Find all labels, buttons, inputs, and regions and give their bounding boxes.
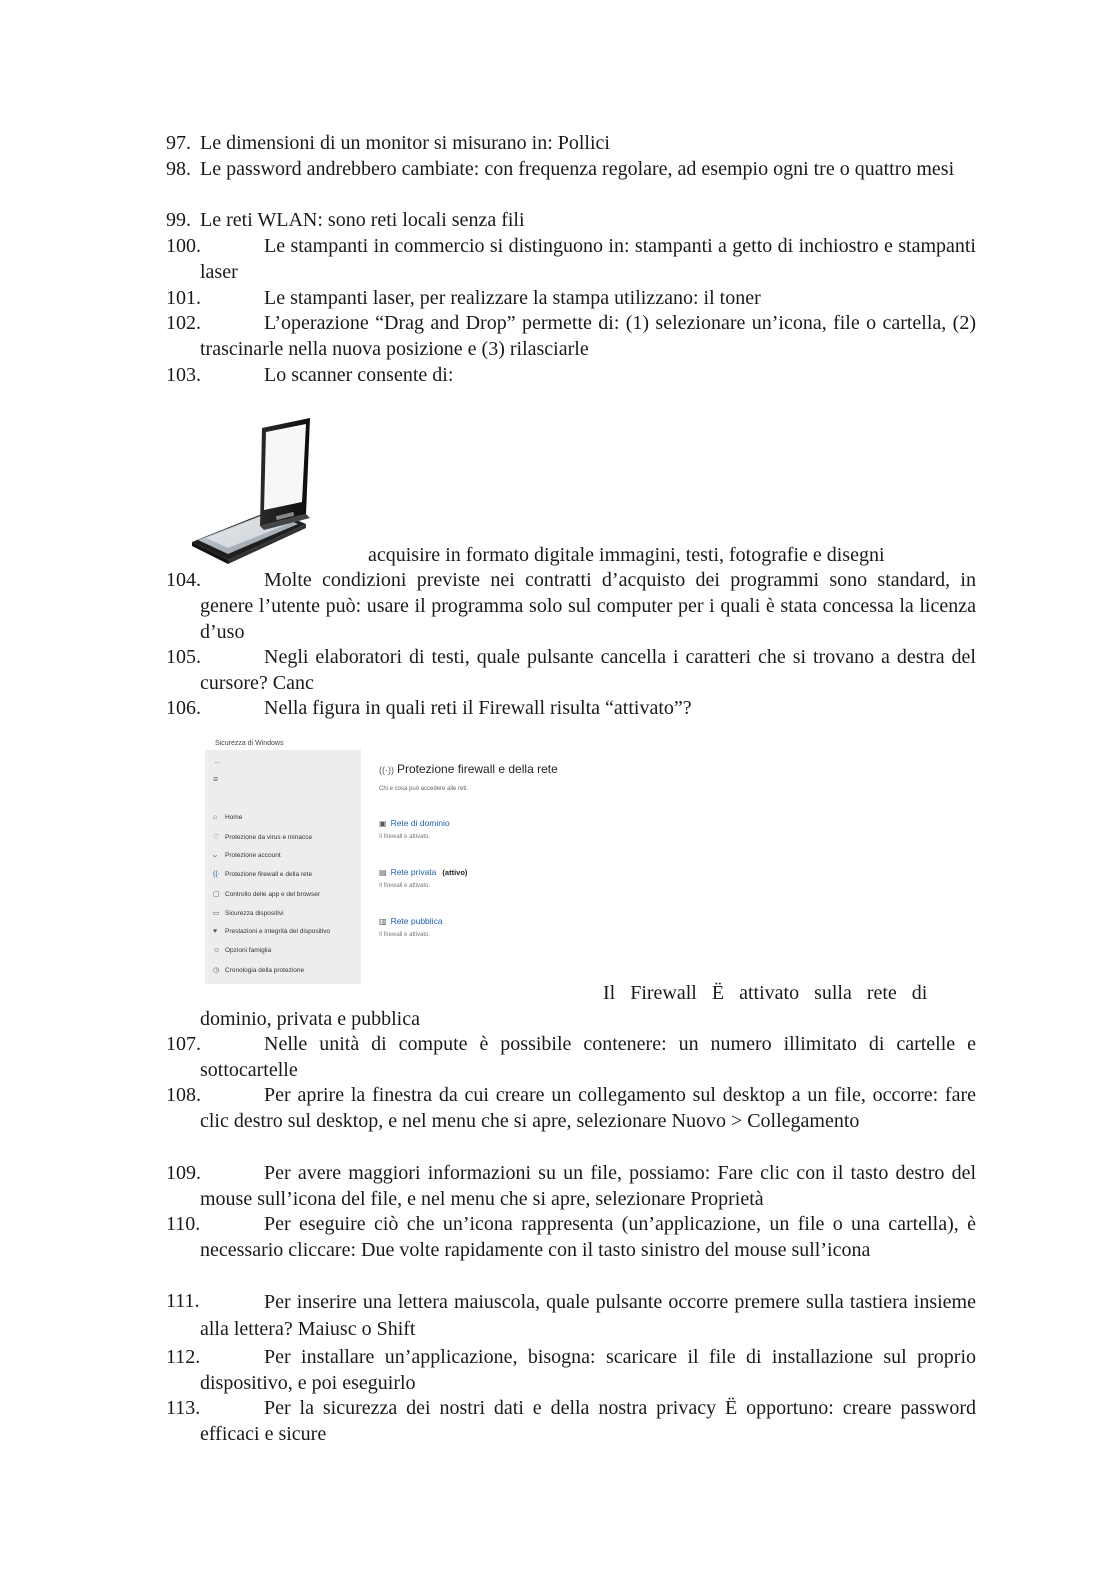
public-network-icon: ▥ [379,917,387,926]
wifi-icon: ((·)) [379,765,394,775]
list-item [166,1345,976,1397]
firewall-subheading: Chi e cosa può accedere alle reti. [379,786,469,792]
list-item [166,1083,976,1135]
nav-item-family: ☺ Opzioni famiglia [213,947,272,954]
list-item [166,568,976,645]
item-text: Le stampanti in commercio si distinguono in: stampanti a getto di inchiostro e stampanti laser [200,235,976,283]
back-arrow-icon: ← [213,756,222,766]
item-number: 109. [166,1162,201,1184]
firewall-answer-line2: dominio, privata e pubblica [200,1008,420,1030]
item-text: Per la sicurezza dei nostri dati e della nostra privacy Ë opportuno: creare password efficaci e sicure [200,1397,976,1445]
list-item [166,208,976,234]
list-item [166,645,976,697]
item-text: Per avere maggiori informazioni su un file, possiamo: Fare clic con il tasto destro del mouse sull’icona del file, e nel menu che si apre, selezionare Proprietà [200,1162,976,1210]
nav-item-home: ⌂ Home [213,814,243,821]
laptop-icon: ▭ [213,910,220,917]
window-title: Sicurezza di Windows [215,740,284,747]
person-icon: ᴗ [213,852,217,859]
item-number: 106. [166,697,201,719]
item-number: 98. [166,158,191,180]
list-item [166,286,976,312]
item-text: L’operazione “Drag and Drop” permette di: (1) selezionare un’icona, file o cartella, (2) trascinarle nella nuova posizione e (3) rilasciarle [200,312,976,360]
item-number: 108. [166,1084,201,1106]
heart-icon: ♥ [213,928,218,935]
scanner-answer: acquisire in formato digitale immagini, testi, fotografie e disegni [368,544,885,566]
list-item [166,311,976,363]
item-number: 111. [166,1290,200,1312]
shield-icon: ♡ [213,834,220,841]
firewall-answer-line1: Il Firewall Ë attivato sulla rete di [603,982,928,1004]
active-label: (attivo) [442,868,468,877]
network-private: ▤ Rete privata (attivo) [379,867,468,877]
network-public-status: Il firewall è attivato. [379,932,431,938]
nav-item-firewall: ((· Protezione firewall e della rete [213,871,313,878]
item-number: 101. [166,287,201,309]
nav-item-account: ᴗ Protezione account [213,852,281,859]
firewall-main-panel [377,734,593,984]
item-text: Le reti WLAN: sono reti locali senza fili [200,209,525,231]
item-number: 113. [166,1397,201,1419]
network-domain-status: Il firewall è attivato. [379,834,431,840]
family-icon: ☺ [213,947,221,954]
firewall-heading: ((·)) Protezione firewall e della rete [379,762,558,776]
list-item [166,696,976,722]
window-icon: ▢ [213,891,220,898]
item-text: Nella figura in quali reti il Firewall risulta “attivato”? [264,697,692,719]
network-domain: ▣ Rete di dominio [379,818,450,828]
item-number: 105. [166,646,201,668]
history-icon: ◷ [213,967,220,974]
item-text: Per installare un’applicazione, bisogna: scaricare il file di installazione sul proprio dispositivo, e poi eseguirlo [200,1346,976,1394]
item-number: 112. [166,1346,201,1368]
item-number: 97. [166,132,191,154]
item-text: Le stampanti laser, per realizzare la stampa utilizzano: il toner [264,287,761,309]
network-public: ▥ Rete pubblica [379,916,443,926]
item-text: Le dimensioni di un monitor si misurano in: Pollici [200,132,610,154]
list-item [166,1161,976,1213]
list-item [166,1289,976,1343]
item-text: Per inserire una lettera maiuscola, quale pulsante occorre premere sulla tastiera insieme alla lettera? Maiusc o Shift [200,1291,976,1340]
nav-item-history: ◷ Cronologia della protezione [213,967,305,974]
nav-item-performance: ♥ Prestazioni e integrità del dispositivo [213,928,331,935]
list-item [166,157,976,183]
list-item [166,1396,976,1448]
private-network-icon: ▤ [379,868,387,877]
home-icon: ⌂ [213,814,218,821]
scanner-image [188,414,318,564]
network-private-status: Il firewall è attivato. [379,883,431,889]
nav-item-device-security: ▭ Sicurezza dispositivi [213,910,284,917]
sidebar [205,750,361,984]
wifi-icon: ((· [213,871,220,878]
item-text: Per aprire la finestra da cui creare un collegamento sul desktop a un file, occorre: fare clic destro sul desktop, e nel menu che si apre, selezionare Nuovo > Collegamento [200,1084,976,1132]
item-text: Le password andrebbero cambiate: con frequenza regolare, ad esempio ogni tre o quattro mesi [200,158,955,180]
list-item [166,1032,976,1084]
nav-item-app-browser: ▢ Controllo delle app e del browser [213,891,321,898]
item-number: 104. [166,569,201,591]
item-text: Lo scanner consente di: [264,364,454,386]
nav-item-virus: ♡ Protezione da virus e minacce [213,834,313,841]
item-text: Per eseguire ciò che un’icona rappresenta (un’applicazione, un file o una cartella), è necessario cliccare: Due volte rapidamente con il tasto sinistro del mouse sull’icona [200,1213,976,1261]
list-item [166,1212,976,1264]
item-text: Negli elaboratori di testi, quale pulsante cancella i caratteri che si trovano a destra del cursore? Canc [200,646,976,694]
item-number: 102. [166,312,201,334]
item-number: 110. [166,1213,201,1235]
item-text: Molte condizioni previste nei contratti d’acquisto dei programmi sono standard, in genere l’utente può: usare il programma solo sul computer per i quali è stata concessa la licenza d’uso [200,569,976,643]
item-number: 107. [166,1033,201,1055]
list-item [166,234,976,286]
item-number: 103. [166,364,201,386]
item-text: Nelle unità di compute è possibile contenere: un numero illimitato di cartelle e sottocartelle [200,1033,976,1081]
firewall-screenshot [205,734,593,984]
list-item [166,363,976,389]
item-number: 99. [166,209,191,231]
list-item [166,131,976,157]
domain-network-icon: ▣ [379,819,387,828]
item-number: 100. [166,235,201,257]
hamburger-menu-icon: ≡ [213,774,219,784]
